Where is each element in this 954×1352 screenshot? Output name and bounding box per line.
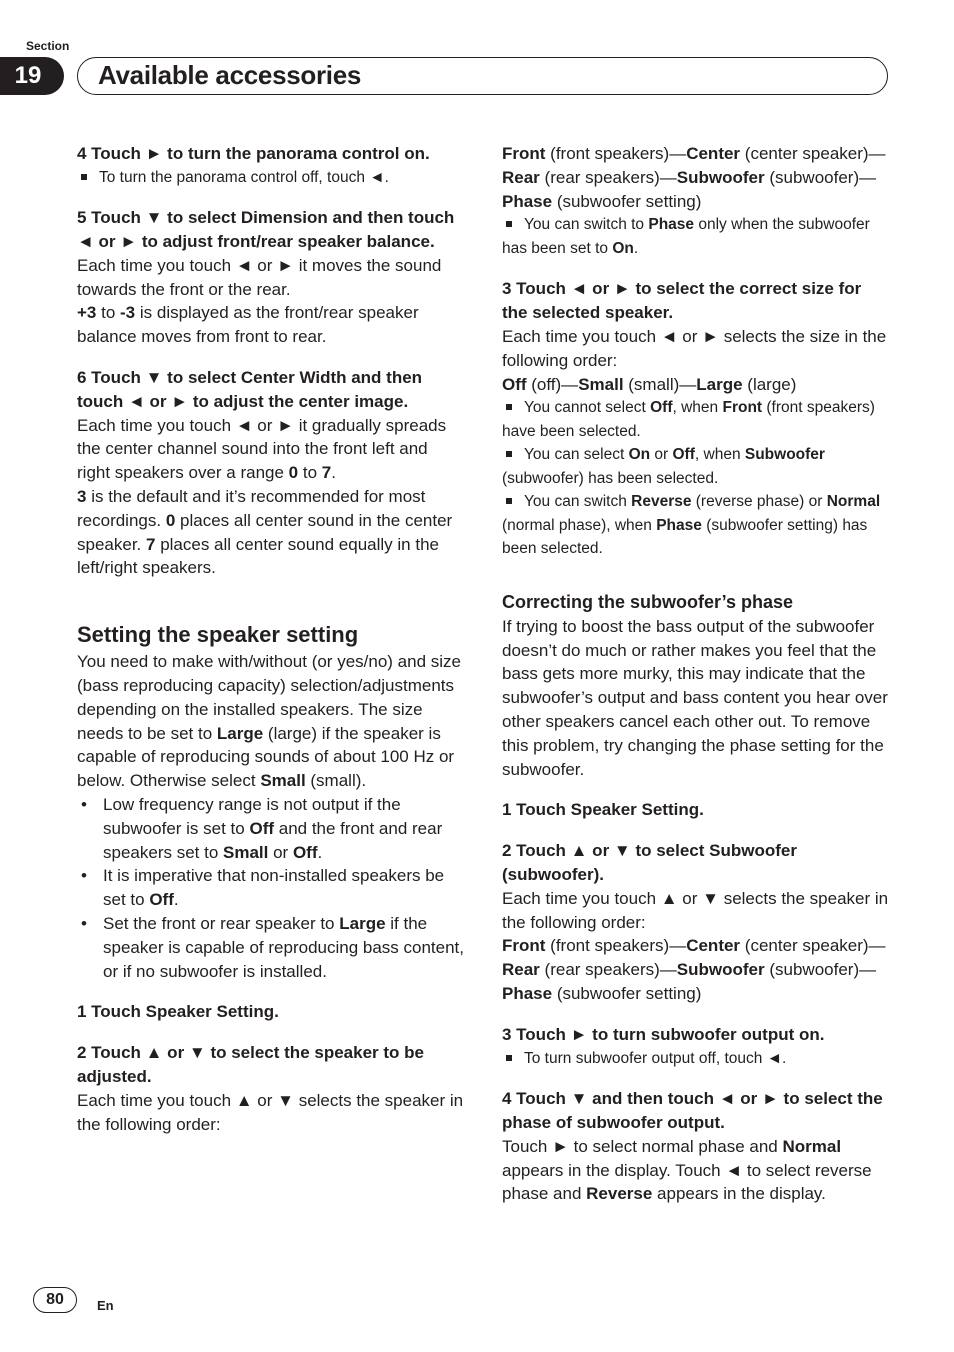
size-note-front: You cannot select Off, when Front (front speakers) have been selected. (502, 399, 875, 440)
phase-step-4-heading: 4 Touch ▼ and then touch ◄ or ► to select the phase of subwoofer output. (502, 1089, 883, 1132)
step-4-note: To turn the panorama control off, touch ◄. (77, 166, 465, 190)
page-title: Available accessories (98, 60, 362, 90)
phase-step-4-body: Touch ► to select normal phase and Normal appears in the display. Touch ◄ to select reverse phase and Reverse appears in the display. (502, 1136, 872, 1204)
bullet-dot-icon: • (81, 914, 87, 934)
phase-step-3-note: To turn subwoofer output off, touch ◄. (502, 1047, 890, 1071)
page-number: 80 (33, 1287, 77, 1313)
list-item: • Low frequency range is not output if the subwoofer is set to Off and the front and rear speakers set to Small or Off. (81, 795, 443, 862)
phase-note: You can switch to Phase only when the subwoofer has been set to On. (502, 216, 870, 257)
square-bullet-icon (506, 1055, 512, 1061)
speaker-order-list: Front (front speakers)—Center (center speaker)—Rear (rear speakers)—Subwoofer (subwoofer)—Phase (subwoofer setting) (502, 144, 886, 211)
square-bullet-icon (506, 404, 512, 410)
bullet-dot-icon: • (81, 795, 87, 815)
page-header-bar (77, 57, 888, 95)
square-bullet-icon (506, 498, 512, 504)
speaker-step-2-heading: 2 Touch ▲ or ▼ to select the speaker to be adjusted. (77, 1043, 424, 1086)
section-label: Section (26, 39, 70, 53)
list-item: • It is imperative that non-installed speakers be set to Off. (81, 866, 445, 910)
step-6-default: 3 is the default and it’s recommended for most recordings. 0 places all center sound in the center speaker. 7 places all center sound equally in the left/right speakers. (77, 487, 453, 578)
square-bullet-icon (506, 221, 512, 227)
phase-step-2-heading: 2 Touch ▲ or ▼ to select Subwoofer (subwoofer). (502, 841, 797, 885)
section-number-badge: 19 (0, 57, 64, 95)
size-step-3-heading: 3 Touch ◄ or ► to select the correct size for the selected speaker. (502, 279, 862, 323)
phase-step-2-body: Each time you touch ▲ or ▼ selects the speaker in the following order: (502, 888, 889, 932)
step-5-range: +3 to -3 is displayed as the front/rear speaker balance moves from front to rear. (77, 303, 419, 347)
square-bullet-icon (81, 174, 87, 180)
bullet-dot-icon: • (81, 866, 87, 886)
phase-speaker-order-list: Front (front speakers)—Center (center speaker)—Rear (rear speakers)—Subwoofer (subwoofer)—Phase (subwoofer setting) (502, 936, 886, 1004)
section-heading-subwoofer-phase: Correcting the subwoofer’s phase (502, 591, 794, 612)
step-4-heading: 4 Touch ► to turn the panorama control on. (77, 144, 430, 163)
speaker-step-2-body: Each time you touch ▲ or ▼ selects the speaker in the following order: (77, 1090, 464, 1134)
left-column (77, 142, 465, 1136)
step-6-heading: 6 Touch ▼ to select Center Width and then touch ◄ or ► to adjust the center image. (77, 368, 423, 411)
speaker-setting-intro: You need to make with/without (or yes/no) and size (bass reproducing capacity) selection/adjustments depending on the installed speakers. The size needs to be set to Large (large) if the speaker is capable of reproducing sounds of about 100 Hz or below. Otherwise select Small (small). (77, 652, 461, 791)
phase-step-1-heading: 1 Touch Speaker Setting. (502, 800, 704, 820)
step-5-heading: 5 Touch ▼ to select Dimension and then touch ◄ or ► to adjust front/rear speaker balance. (77, 208, 455, 252)
size-note-subwoofer: You can select On or Off, when Subwoofer (subwoofer) has been selected. (502, 446, 825, 487)
section-heading-speaker-setting: Setting the speaker setting (77, 622, 359, 648)
list-item: • Set the front or rear speaker to Large if the speaker is capable of reproducing bass content, or if no subwoofer is installed. (81, 914, 465, 981)
subwoofer-phase-intro: If trying to boost the bass output of the subwoofer doesn’t do much or rather makes you feel that the bass gets more murky, this may indicate that the subwoofer’s output and bass content you hear over other speakers cancel each other out. To remove this problem, try changing the phase setting for the subwoofer. (502, 616, 888, 779)
size-order-list: Off (off)—Small (small)—Large (large) (502, 374, 797, 394)
size-step-3-body: Each time you touch ◄ or ► selects the size in the following order: (502, 326, 887, 370)
right-column (502, 142, 890, 1206)
step-6-body: Each time you touch ◄ or ► it gradually spreads the center channel sound into the front left and right speakers over a range 0 to 7. (77, 415, 447, 483)
step-5-body: Each time you touch ◄ or ► it moves the sound towards the front or the rear. (77, 255, 442, 299)
speaker-step-1-heading: 1 Touch Speaker Setting. (77, 1002, 279, 1022)
language-label: En (97, 1298, 114, 1313)
square-bullet-icon (506, 451, 512, 457)
size-note-phase: You can switch Reverse (reverse phase) or Normal (normal phase), when Phase (subwoofer setting) has been selected. (502, 493, 881, 558)
phase-step-3-heading: 3 Touch ► to turn subwoofer output on. (502, 1024, 825, 1044)
